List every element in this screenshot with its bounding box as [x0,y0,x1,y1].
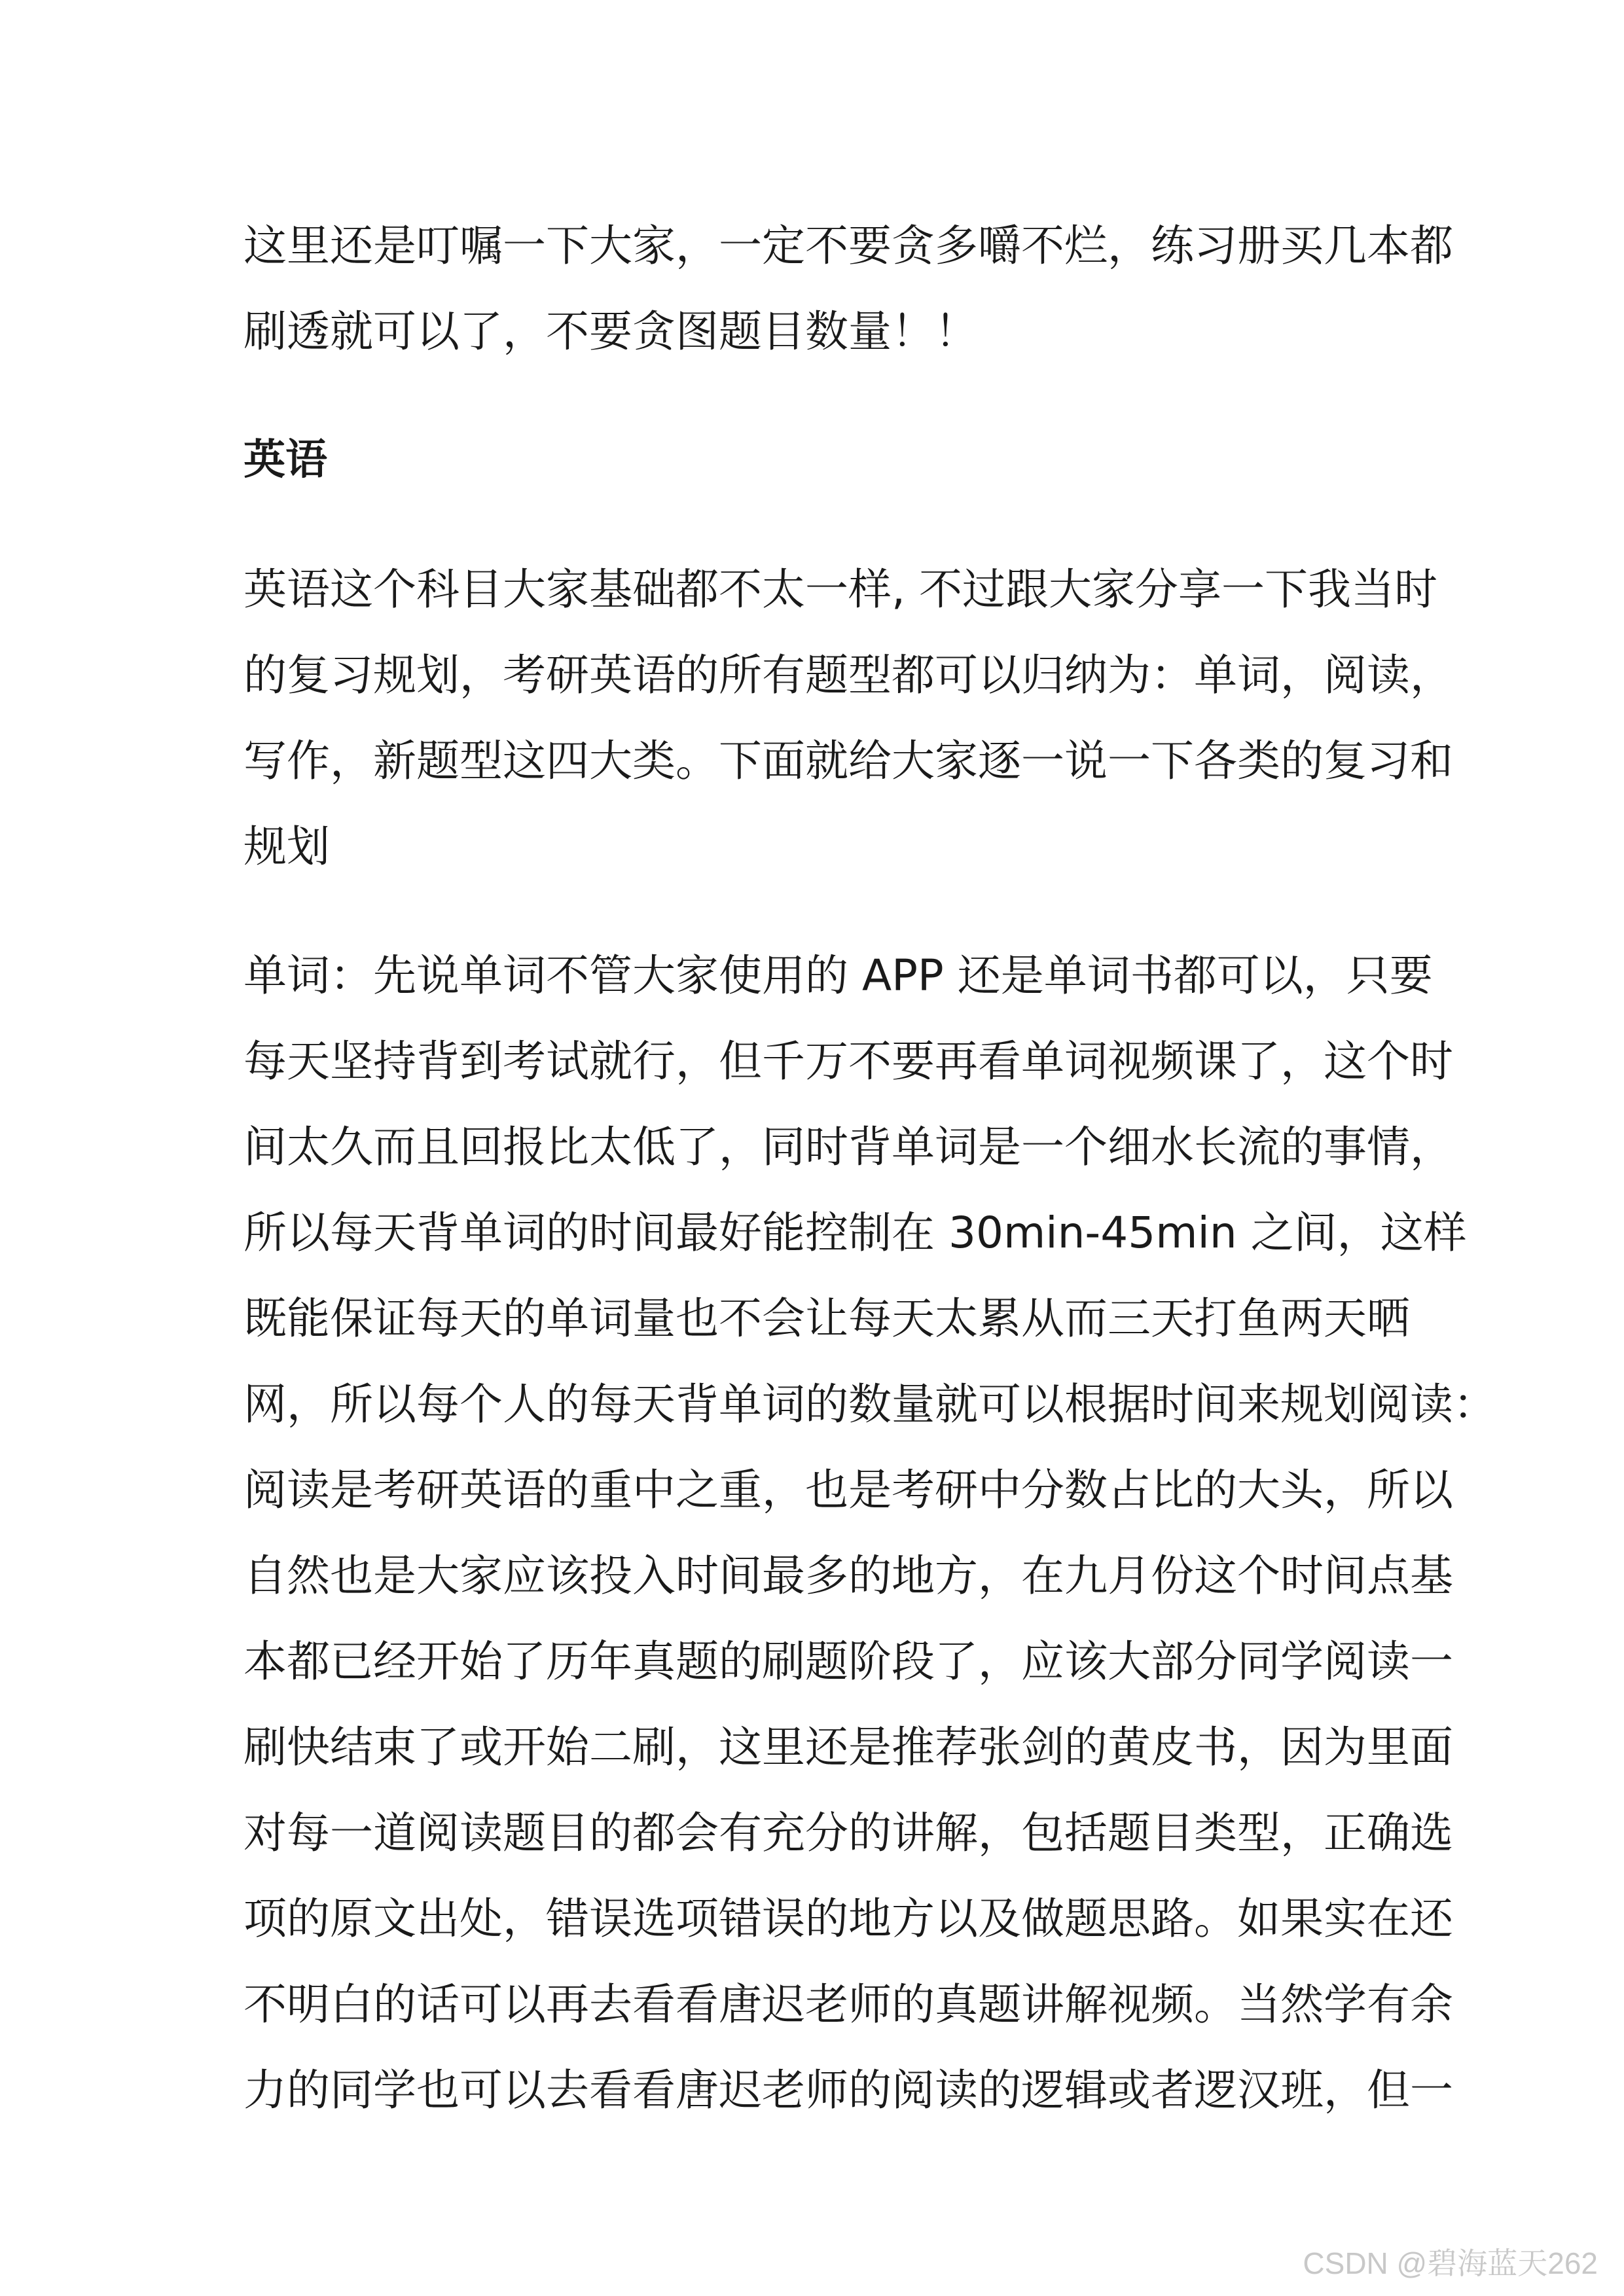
text-line: 所以每天背单词的时间最好能控制在 30min-45min 之间，这样 [244,1208,1467,1258]
text-line: 不明白的话可以再去看看唐迟老师的真题讲解视频。当然学有余 [244,1979,1453,2030]
text-line: 间太久而且回报比太低了，同时背单词是一个细水长流的事情， [244,1122,1453,1172]
text-line: 写作，新题型这四大类。下面就给大家逐一说一下各类的复习和 [244,736,1453,786]
text-line: 阅读是考研英语的重中之重，也是考研中分数占比的大头，所以 [244,1465,1453,1515]
text-line: 规划 [244,821,330,872]
text-line: 网，所以每个人的每天背单词的数量就可以根据时间来规划阅读： [244,1379,1496,1429]
text-line: 力的同学也可以去看看唐迟老师的阅读的逻辑或者逻汉班，但一 [244,2065,1453,2115]
csdn-watermark: CSDN @碧海蓝天262 [1303,2246,1598,2280]
document-body [244,203,1496,2133]
text-line: 刷快结束了或开始二刷，这里还是推荐张剑的黄皮书，因为里面 [244,1722,1453,1772]
text-line: 自然也是大家应该投入时间最多的地方，在九月份这个时间点基 [244,1551,1453,1601]
text-line: 每天坚持背到考试就行，但千万不要再看单词视频课了，这个时 [244,1036,1453,1086]
text-line: 对每一道阅读题目的都会有充分的讲解，包括题目类型，正确选 [244,1808,1453,1858]
text-line: 项的原文出处，错误选项错误的地方以及做题思路。如果实在还 [244,1893,1453,1944]
section-heading-english: 英语 [244,436,327,484]
vocabulary-reading-paragraph [244,933,1496,2133]
text-line: 刷透就可以了，不要贪图题目数量！！ [244,306,978,357]
english-overview-paragraph [244,547,1453,889]
text-line: 这里还是叮嘱一下大家，一定不要贪多嚼不烂，练习册买几本都 [244,221,1453,271]
text-line: 单词：先说单词不管大家使用的 APP 还是单词书都可以，只要 [244,950,1433,1001]
text-line: 的复习规划，考研英语的所有题型都可以归纳为：单词，阅读， [244,650,1453,700]
text-line: 本都已经开始了历年真题的刷题阶段了，应该大部分同学阅读一 [244,1636,1453,1687]
intro-paragraph [244,203,1453,374]
text-line: 既能保证每天的单词量也不会让每天太累从而三天打鱼两天晒 [244,1293,1410,1344]
text-line: 英语这个科目大家基础都不太一样, 不过跟大家分享一下我当时 [244,564,1437,615]
